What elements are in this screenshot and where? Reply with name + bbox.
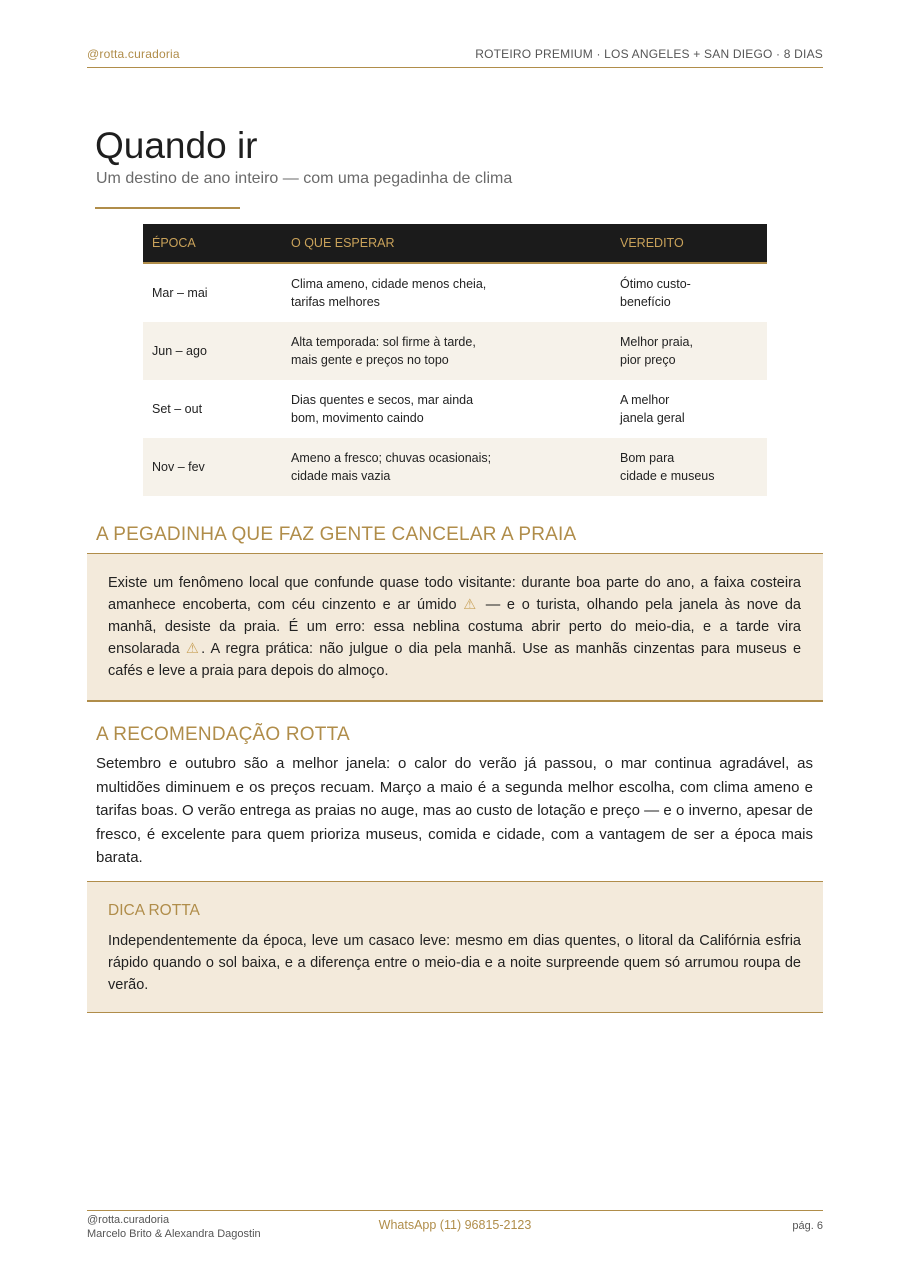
cell-line: cidade mais vazia: [291, 469, 391, 483]
recomendacao-text: Setembro e outubro são a melhor janela: o calor do verão já passou, o mar continua agradável, as multidões diminuem e os preços recuam. Março a maio é a segunda melhor escolha, com clima ameno e tarifas boas. O verão entrega as praias no auge, mas ao custo de lotação e preço — e o inverno, apesar de fresco, é excelente para quem prioriza museus, comida e cidade, com a vantagem de ser a época mais barata.: [96, 755, 813, 866]
footer-authors: Marcelo Brito & Alexandra Dagostin: [87, 1228, 261, 1240]
cell-esperar: [282, 438, 611, 496]
section-heading-recomendacao: A RECOMENDAÇÃO ROTTA: [96, 724, 350, 745]
cell-epoca: Jun – ago: [143, 322, 282, 380]
table-row: [143, 322, 767, 380]
cell-line: bom, movimento caindo: [291, 411, 424, 425]
cell-veredito: [611, 380, 767, 438]
cell-line: Bom para: [620, 451, 675, 465]
cell-veredito: [611, 263, 767, 322]
warning-icon: ⚠: [463, 597, 479, 613]
text-run: . A regra prática: não julgue o dia pela manhã. Use as manhãs cinzentas para museus e cafés e leve a praia para depois do almoço.: [108, 641, 802, 679]
season-table: [143, 224, 767, 496]
cell-line: tarifas melhores: [291, 295, 380, 309]
page-title: Quando ir: [95, 125, 258, 166]
cell-epoca: Nov – fev: [143, 438, 282, 496]
cell-esperar: [282, 263, 611, 322]
cell-esperar: [282, 322, 611, 380]
cell-line: cidade e museus: [620, 469, 715, 483]
table-row: [143, 263, 767, 322]
tip-callout: [87, 881, 823, 1013]
cell-line: Ameno a fresco; chuvas ocasionais;: [291, 451, 492, 465]
cell-line: janela geral: [620, 411, 685, 425]
pegadinha-text: [87, 572, 823, 682]
running-header: [87, 45, 823, 68]
cell-line: A melhor: [620, 393, 670, 407]
cell-line: benefício: [620, 295, 671, 309]
section-heading-pegadinha: A PEGADINHA QUE FAZ GENTE CANCELAR A PRAIA: [96, 524, 577, 545]
footer-whatsapp: WhatsApp (11) 96815-2123: [378, 1218, 532, 1232]
cell-line: Alta temporada: sol firme à tarde,: [291, 335, 476, 349]
cell-epoca: Set – out: [152, 402, 203, 416]
page-subtitle: Um destino de ano inteiro — com uma pegadinha de clima: [96, 170, 513, 187]
cell-line: pior preço: [620, 353, 676, 367]
page-number: pág. 6: [792, 1220, 823, 1232]
cell-line: mais gente e preços no topo: [291, 353, 449, 367]
cell-line: Clima ameno, cidade menos cheia,: [291, 277, 487, 291]
column-header-esperar: O QUE ESPERAR: [282, 224, 611, 263]
header-doc-title: ROTEIRO PREMIUM · LOS ANGELES + SAN DIEGO · 8 DIAS: [475, 47, 823, 61]
tip-label: DICA ROTTA: [108, 902, 200, 919]
text-run: Existe um fenômeno local que confunde quase todo visitante: durante boa parte do ano, a faixa costeira amanhece encoberta, com céu cinzento e ar úmido: [108, 575, 801, 613]
tip-text: Independentemente da época, leve um casaco leve: mesmo em dias quentes, o litoral da Califórnia esfria rápido quando o sol baixa, e a diferença entre o meio-dia e a noite surpreende quem só arrumou roupa de verão.: [108, 933, 801, 993]
page-footer: [87, 1210, 823, 1247]
header-brand: @rotta.curadoria: [87, 47, 180, 61]
cell-epoca: Mar – mai: [152, 286, 208, 300]
cell-veredito: [611, 322, 767, 380]
footer-handle: @rotta.curadoria: [87, 1214, 170, 1226]
column-header-epoca: ÉPOCA: [143, 224, 282, 263]
cell-line: Ótimo custo-: [620, 277, 691, 291]
table-row: [143, 438, 767, 496]
text-run: — e o turista, olhando pela janela às nove da manhã, desiste da praia. É um erro: essa neblina costuma abrir perto do meio-dia, e a tarde vira ensolarada: [108, 597, 801, 657]
cell-veredito: [611, 438, 767, 496]
table-row: [143, 380, 767, 438]
warning-icon: ⚠: [185, 641, 202, 657]
cell-line: Melhor praia,: [620, 335, 693, 349]
pegadinha-callout: [87, 553, 823, 702]
cell-esperar: [282, 380, 611, 438]
title-divider: [95, 207, 240, 209]
cell-line: Dias quentes e secos, mar ainda: [291, 393, 474, 407]
table-header-row: [143, 224, 767, 263]
column-header-veredito: VEREDITO: [611, 224, 767, 263]
